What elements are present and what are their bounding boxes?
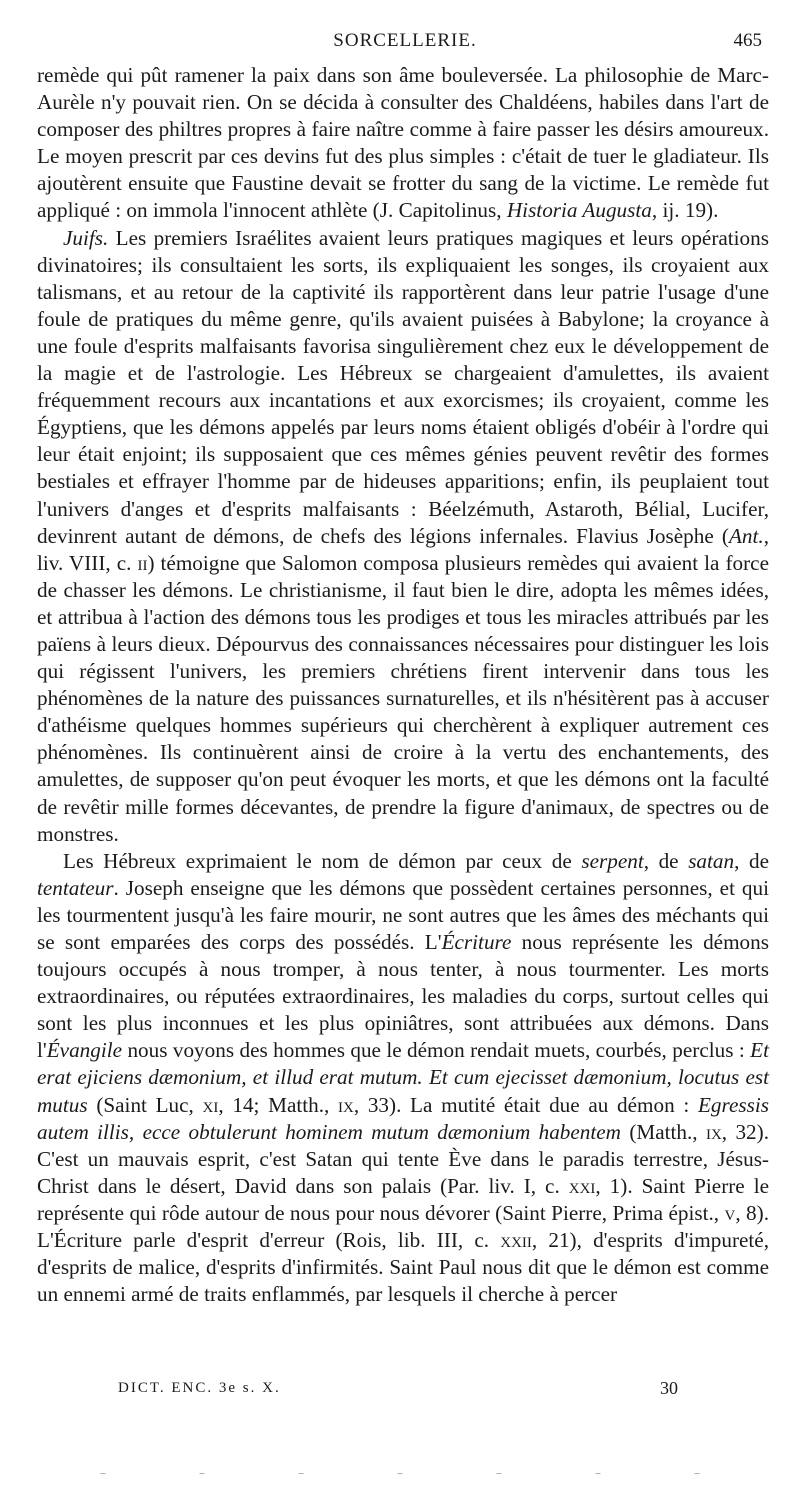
text-run: (Saint Luc,	[87, 1092, 203, 1117]
text-run: , 33). La mutité était due au démon :	[353, 1092, 698, 1117]
italic-run: Egressis autem illis, ecce obtulerunt hominem mutum dæmonium habentem	[37, 1092, 769, 1144]
roman-numeral: ix	[338, 1092, 354, 1117]
italic-run: satan	[688, 848, 735, 873]
roman-numeral: v	[724, 1200, 736, 1225]
text-run: , liv. VIII, c.	[37, 523, 769, 575]
page-number: 465	[733, 30, 762, 51]
text-run: nous représente les démons toujours occupés à nous tromper, à nous tenter, à nous tourmenter. Les morts extraordinaires, ou réputées extraordinaires, les maladies du corps, surtout celles qui sont les plus inconnues et les plus opiniâtres, sont attribuées aux démons. Dans l'	[37, 930, 769, 1063]
italic-run: Juifs.	[63, 225, 109, 250]
sheet-number: 30	[660, 1378, 678, 1398]
text-run: , 14; Matth.,	[218, 1092, 339, 1117]
italic-run: Évangile	[46, 1038, 123, 1063]
roman-numeral: xxi	[568, 1173, 596, 1198]
italic-run: Historia Augusta,	[506, 198, 658, 223]
text-run: ij. 19).	[657, 198, 719, 223]
text-run: Les premiers Israélites avaient leurs pratiques magiques et leurs opérations divinatoires; ils consultaient les sorts, ils expliquaient les songes, ils croyaient aux talismans, et au retour de la captivité ils rapportèrent dans leur patrie l'usage d'une foule de pratiques du même genre, qu'ils avaient puisées à Babylone; la croyance à une foule d'esprits malfaisants favorisa singulièrement chez eux le développement de la magie et de l'astrologie. Les Hébreux se chargeaient d'amulettes, ils avaient fréquemment recours aux incantations et aux exorcismes; ils croyaient, comme les Égyptiens, que les démons appelés par leurs noms étaient obligés d'obéir à l'ordre qui leur était enjoint; ils supposaient que ces mêmes génies peuvent revêtir des formes bestiales et effrayer l'homme par de hideuses apparitions; enfin, ils peuplaient tout l'univers d'anges et d'esprits malfaisants : Béelzémuth, Astaroth, Bélial, Lucifer, devinrent autant de démons, de chefs des légions infernales. Flavius Josèphe (	[37, 225, 769, 548]
text-run: Les Hébreux exprimaient le nom de démon par ceux de	[63, 848, 582, 873]
roman-numeral: ix	[705, 1119, 722, 1144]
italic-run: Écriture	[441, 930, 512, 954]
roman-numeral: xxii	[500, 1228, 532, 1253]
text-run: , 32). C'est un mauvais esprit, c'est Satan qui tente Ève dans le paradis terrestre, Jésus-Christ dans le désert, David dans son palais (Par. liv. I, c.	[37, 1119, 769, 1198]
text-run: ) témoigne que Salomon composa plusieurs remèdes qui avaient la force de chasser les démons. Le christianisme, il faut bien le dire, adopta les mêmes idées, et attribua à l'action des démons tous les prodiges et tous les miracles attribués par les païens à leurs dieux. Dépourvus des connaissances nécessaires pour distinguer les lois qui régissent l'univers, les premiers chrétiens firent intervenir dans tous les phénomènes de la nature des puissances surnaturelles, et ils n'hésitèrent pas à accuser d'athéisme quelques hommes supérieurs qui cherchèrent à expliquer autrement ces phénomènes. Ils continuèrent ainsi de croire à la vertu des enchantements, des amulettes, de supposer qu'on peut évoquer les morts, et que les démons ont la faculté de revêtir mille formes décevantes, de prendre la figure d'animaux, de spectres ou de monstres.	[37, 550, 769, 846]
text-run: remède qui pût ramener la paix dans son âme bouleversée. La philosophie de Marc-Aurèle n'y pouvait rien. On se décida à consulter des Chaldéens, habiles dans l'art de composer des philtres propres à faire naître comme à faire passer les désirs amoureux. Le moyen prescrit par ces devins fut des plus simples : c'était de tuer le gladiateur. Ils ajoutèrent ensuite que Faustine devait se frotter du sang de la victime. Le remède fut appliqué : on immola l'innocent athlète (J. Capitolinus,	[37, 63, 769, 223]
italic-run: Et erat ejiciens dæmonium, et illud erat mutum. Et cum ejecisset dæmonium, locutus est mutus	[37, 1038, 769, 1117]
italic-run: Ant.	[728, 523, 764, 548]
text-run: , 1). Saint Pierre le représente qui rôde autour de nous pour nous dévorer (Saint Pierre, Prima épist.,	[37, 1173, 769, 1225]
printer-signature: DICT. ENC. 3e s. X.	[118, 1380, 281, 1396]
italic-run: serpent	[581, 848, 644, 873]
text-run: , 21), d'esprits d'impureté, d'esprits de malice, d'esprits d'infirmités. Saint Paul nous dit que le démon est comme un ennemi armé de traits enflammés, par lesquels il cherche à percer	[37, 1228, 769, 1307]
body-text	[37, 62, 769, 1308]
text-run: , 8). L'Écriture parle d'esprit d'erreur (Rois, lib. III, c.	[37, 1200, 769, 1253]
text-run: nous voyons des hommes que le démon rendait muets, courbés, perclus :	[122, 1038, 751, 1063]
page-edge-marks: – – – – – – –	[100, 1466, 700, 1480]
paragraph	[37, 225, 769, 848]
text-run: , de	[734, 848, 769, 873]
text-run: . Joseph enseigne que les démons que possèdent certaines personnes, et qui les tourmentent jusqu'à les faire mourir, ne sont autres que les âmes des méchants qui se sont emparées des corps des possédés. L'	[37, 875, 769, 954]
page-footer	[118, 1378, 678, 1402]
text-run: , de	[643, 848, 689, 873]
paragraph	[37, 848, 769, 1309]
italic-run: tentateur	[37, 875, 114, 900]
roman-numeral: ii	[137, 550, 148, 575]
running-title: SORCELLERIE.	[333, 30, 477, 51]
paragraph	[37, 62, 769, 225]
text-run: (Matth.,	[620, 1119, 706, 1144]
page-header	[40, 30, 770, 58]
roman-numeral: xi	[202, 1092, 219, 1117]
